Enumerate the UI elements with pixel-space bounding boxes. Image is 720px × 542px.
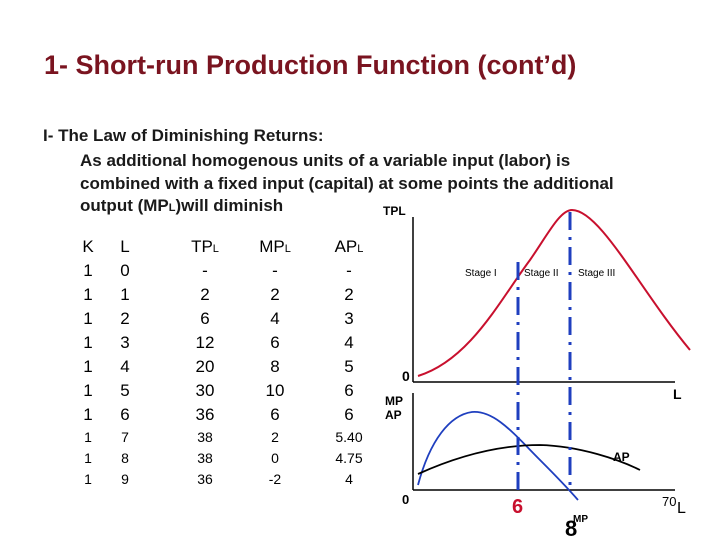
cell-tpl-4: 20 [195, 357, 215, 376]
cell-tpl-5: 30 [195, 381, 215, 400]
cell-mpl-2: 4 [270, 309, 280, 328]
slide-title: 1- Short-run Production Function (cont’d) [44, 50, 577, 80]
lower-axis-l-label: L [677, 500, 686, 517]
cell-k-1: 1 [83, 285, 93, 304]
cell-l-5: 5 [120, 381, 130, 400]
cell-l-6: 6 [120, 405, 130, 424]
cell-k-2: 1 [83, 309, 93, 328]
cell-apl-8: 4.75 [335, 450, 363, 466]
tp-curve [418, 210, 690, 376]
cell-tpl-8: 38 [197, 450, 213, 466]
cell-mpl-1: 2 [270, 285, 280, 304]
cell-tpl-1: 2 [200, 285, 210, 304]
column-tpl [183, 234, 227, 490]
header-l: L [120, 237, 130, 256]
upper-origin-label: 0 [402, 368, 410, 384]
cell-k-8: 1 [84, 450, 92, 466]
mp-axis-label: MP [385, 394, 403, 408]
tick-6-label: 6 [512, 496, 524, 518]
upper-axis-l-label: L [673, 386, 682, 402]
cell-apl-7: 5.40 [335, 429, 363, 445]
cell-mpl-8: 0 [271, 450, 279, 466]
cell-apl-4: 5 [344, 357, 354, 376]
cell-k-0: 1 [83, 261, 93, 280]
cell-l-7: 7 [121, 429, 129, 445]
cell-k-9: 1 [84, 471, 92, 487]
cell-tpl-0: - [202, 261, 208, 280]
cell-tpl-2: 6 [200, 309, 210, 328]
description-line-3 [80, 196, 283, 216]
cell-l-2: 2 [120, 309, 130, 328]
column-mpl [250, 234, 300, 490]
cell-l-0: 0 [120, 261, 130, 280]
cell-apl-9: 4 [345, 471, 353, 487]
description-line-1: As additional homogenous units of a variable input (labor) is [80, 151, 571, 170]
ap-curve-label: AP [613, 450, 630, 464]
tick-8-label: 8 [565, 516, 578, 541]
cell-apl-6: 6 [344, 405, 354, 424]
cell-mpl-3: 6 [270, 333, 280, 352]
cell-tpl-3: 12 [195, 333, 215, 352]
tpl-curve-label: TPL [383, 204, 406, 218]
cell-apl-0: - [346, 261, 352, 280]
cell-mpl-7: 2 [271, 429, 279, 445]
header-apl: APL [334, 237, 364, 256]
law-heading: I- The Law of Diminishing Returns: [43, 126, 324, 145]
cell-tpl-7: 38 [197, 429, 213, 445]
cell-l-8: 8 [121, 450, 129, 466]
header-tpl: TPL [191, 237, 219, 256]
cell-apl-5: 6 [344, 381, 354, 400]
header-mpl: MPL [259, 237, 291, 256]
stage-label-1: Stage I [465, 268, 497, 279]
cell-k-5: 1 [83, 381, 93, 400]
cell-l-3: 3 [120, 333, 130, 352]
cell-k-3: 1 [83, 333, 93, 352]
cell-mpl-0: - [272, 261, 278, 280]
cell-k-7: 1 [84, 429, 92, 445]
stage-label-3: Stage III [578, 268, 616, 279]
column-apl [324, 234, 374, 490]
cell-apl-2: 3 [344, 309, 354, 328]
header-k: K [82, 237, 94, 256]
description-line-2: combined with a fixed input (capital) at some points the additional [80, 174, 614, 193]
cell-l-9: 9 [121, 471, 129, 487]
cell-tpl-9: 36 [197, 471, 213, 487]
cell-mpl-6: 6 [270, 405, 280, 424]
mp-curve [418, 412, 578, 500]
description-end-text: )will diminish [175, 196, 284, 215]
cell-mpl-4: 8 [270, 357, 280, 376]
cell-apl-1: 2 [344, 285, 354, 304]
column-l [113, 234, 137, 490]
cell-l-1: 1 [120, 285, 130, 304]
cell-l-4: 4 [120, 357, 130, 376]
cell-k-6: 1 [83, 405, 93, 424]
cell-mpl-9: -2 [268, 471, 282, 487]
stage-label-2: Stage II [524, 268, 559, 279]
cell-apl-3: 4 [344, 333, 354, 352]
description-mp-subscript: L [168, 202, 176, 214]
description-mp-text: output (MP [80, 196, 169, 215]
lower-origin-label: 0 [402, 492, 410, 507]
cell-mpl-5: 10 [265, 381, 285, 400]
ap-axis-label: AP [385, 408, 402, 422]
tick-70-label: 70 [662, 494, 677, 509]
cell-tpl-6: 36 [195, 405, 215, 424]
ap-curve [418, 445, 640, 474]
cell-k-4: 1 [83, 357, 93, 376]
mp-curve-label: MP [573, 514, 588, 525]
column-k [76, 234, 100, 490]
